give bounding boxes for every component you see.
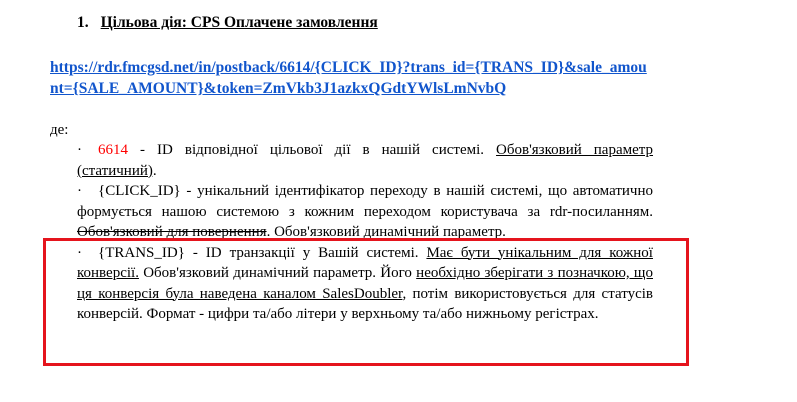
item-text: {TRANS_ID} - ID транзакції у Вашій системі. [98, 244, 427, 261]
param-code: 6614 [98, 142, 128, 158]
item-note: Обов'язковий параметр (статичний) [77, 142, 654, 179]
item-underline-unique: Має бути унікальним для кожної конверсії. [77, 244, 653, 281]
list-item [77, 140, 653, 181]
postback-link[interactable]: https://rdr.fmcgsd.net/in/postback/6614/{CLICK_ID}?trans_id={TRANS_ID}&sale_amount={SALE_AMOUNT}&token=ZmVkb3J1azkxQGdtYWlsLmNvbQ [50, 59, 647, 97]
item-tail: . [152, 162, 157, 179]
item-tail: . Обов'язковий динамічний параметр. [266, 224, 506, 240]
list-item [77, 181, 653, 243]
heading-number: 1. [77, 14, 89, 31]
item-text: - ID відповідної цільової дії в нашій системі. [128, 142, 497, 158]
item-text: {CLICK_ID} - унікальний ідентифікатор переходу в нашій системі, що автоматично формується нашою системою з кожним переходом користувача за rdr-посиланням. [77, 183, 653, 220]
item-strikethrough: Обов'язковий для повернення [77, 224, 267, 240]
bullet-icon: · [77, 183, 82, 199]
intro-text: де: [50, 122, 69, 138]
bullet-icon: · [77, 142, 82, 158]
list-item [77, 243, 653, 325]
item-underline-store: необхідно зберігати з позначкою, що ця конверсія була наведена каналом SalesDoubler [77, 265, 653, 302]
section-heading [77, 14, 378, 32]
item-text-3: , потім використовується для статусів конверсій. Формат - цифри та/або літери у верхньому та/або нижньому регістрах. [77, 285, 653, 322]
item-text-2: Обов'язковий динамічний параметр. Його [138, 265, 417, 281]
bullet-icon: · [77, 244, 82, 261]
parameter-list [77, 140, 653, 325]
heading-title: Цільова дія: CPS Оплачене замовлення [100, 14, 378, 31]
